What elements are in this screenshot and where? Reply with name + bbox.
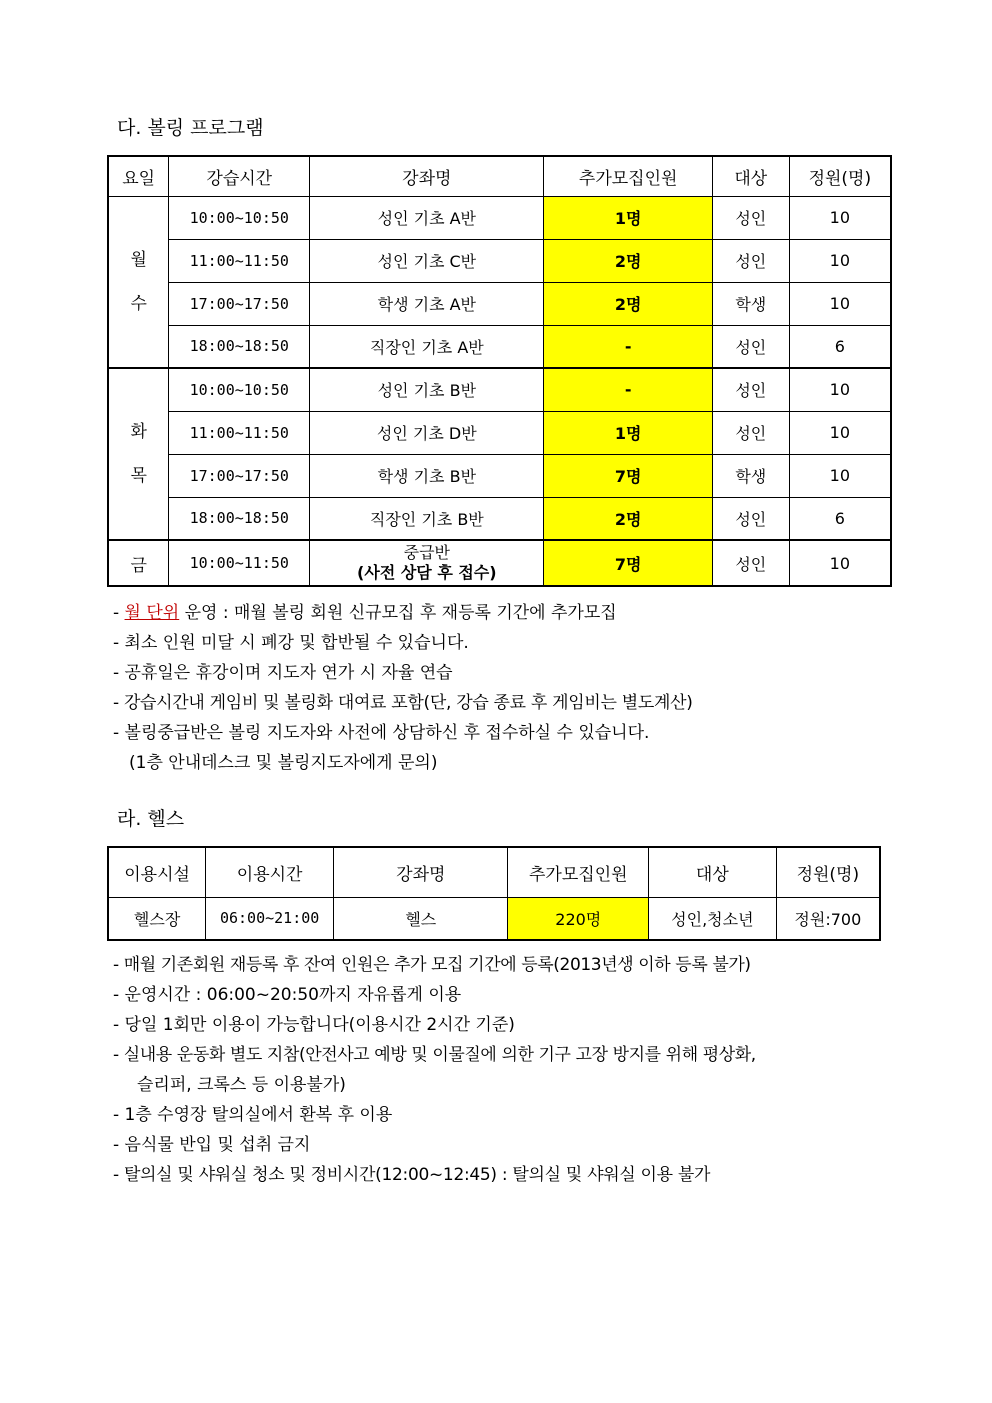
course-cell: 직장인 기초 B반 — [310, 497, 544, 540]
time-cell: 17:00~17:50 — [169, 282, 310, 325]
health-table — [107, 846, 881, 941]
day-cell: 금 — [108, 540, 169, 586]
target-cell: 성인 — [712, 196, 789, 239]
bowling-header-row — [108, 156, 891, 196]
course-cell: 헬스 — [334, 897, 508, 940]
list-item: - 최소 인원 미달 시 폐강 및 합반될 수 있습니다. — [113, 633, 469, 653]
list-item: - 1층 수영장 탈의실에서 환복 후 이용 — [113, 1105, 393, 1125]
target-cell: 성인,청소년 — [649, 897, 777, 940]
header-facility: 이용시설 — [108, 847, 206, 897]
table-row — [108, 368, 891, 411]
course-cell — [310, 540, 544, 586]
list-item: - 공휴일은 휴강이며 지도자 연가 시 자율 연습 — [113, 663, 453, 683]
extra-cell: 2명 — [544, 497, 712, 540]
extra-cell: 7명 — [544, 454, 712, 497]
header-time: 이용시간 — [206, 847, 334, 897]
course-note: (사전 상담 후 접수) — [357, 563, 497, 582]
list-item — [113, 598, 693, 628]
time-cell: 10:00~10:50 — [169, 196, 310, 239]
bowling-section-title: 다. 볼링 프로그램 — [117, 117, 264, 139]
time-cell: 18:00~18:50 — [169, 325, 310, 368]
bowling-notes — [113, 598, 693, 778]
day-cell: 화 목 — [108, 368, 169, 540]
header-capacity: 정원(명) — [789, 156, 891, 196]
list-item: - 음식물 반입 및 섭취 금지 — [113, 1135, 311, 1155]
header-course: 강좌명 — [310, 156, 544, 196]
time-cell: 18:00~18:50 — [169, 497, 310, 540]
note-text: 운영 : 매월 볼링 회원 신규모집 후 재등록 기간에 추가모집 — [179, 603, 617, 623]
course-cell: 학생 기초 A반 — [310, 282, 544, 325]
header-capacity: 정원(명) — [776, 847, 880, 897]
list-item: - 매월 기존회원 재등록 후 잔여 인원은 추가 모집 기간에 등록(2013년생 이하 등록 불가) — [113, 955, 751, 975]
target-cell: 성인 — [712, 497, 789, 540]
note-dash: - — [113, 603, 125, 623]
facility-cell: 헬스장 — [108, 897, 206, 940]
list-item: 슬리퍼, 크록스 등 이용불가) — [137, 1075, 346, 1095]
table-row — [108, 454, 891, 497]
monthly-unit-text: 월 단위 — [124, 603, 180, 623]
extra-cell: - — [544, 368, 712, 411]
time-cell: 11:00~11:50 — [169, 239, 310, 282]
extra-cell: 2명 — [544, 282, 712, 325]
course-cell: 성인 기초 A반 — [310, 196, 544, 239]
header-course: 강좌명 — [334, 847, 508, 897]
header-extra: 추가모집인원 — [508, 847, 649, 897]
capacity-cell: 10 — [789, 540, 891, 586]
capacity-cell: 10 — [789, 454, 891, 497]
table-row — [108, 239, 891, 282]
extra-cell: 1명 — [544, 196, 712, 239]
capacity-cell: 10 — [789, 411, 891, 454]
extra-cell: 2명 — [544, 239, 712, 282]
health-header-row — [108, 847, 880, 897]
capacity-cell: 6 — [789, 325, 891, 368]
table-row — [108, 897, 880, 940]
header-day: 요일 — [108, 156, 169, 196]
target-cell: 성인 — [712, 325, 789, 368]
health-notes — [113, 950, 756, 1190]
course-cell: 학생 기초 B반 — [310, 454, 544, 497]
table-row — [108, 497, 891, 540]
table-row — [108, 196, 891, 239]
list-item: - 당일 1회만 이용이 가능합니다(이용시간 2시간 기준) — [113, 1015, 515, 1035]
table-row — [108, 325, 891, 368]
extra-cell: 220명 — [508, 897, 649, 940]
target-cell: 성인 — [712, 540, 789, 586]
time-cell: 06:00~21:00 — [206, 897, 334, 940]
course-cell: 직장인 기초 A반 — [310, 325, 544, 368]
health-section-title: 라. 헬스 — [117, 808, 185, 830]
target-cell: 성인 — [712, 411, 789, 454]
list-item: - 볼링중급반은 볼링 지도자와 사전에 상담하신 후 접수하실 수 있습니다. — [113, 723, 650, 743]
course-name: 중급반 — [403, 543, 450, 562]
time-cell: 11:00~11:50 — [169, 411, 310, 454]
course-cell: 성인 기초 C반 — [310, 239, 544, 282]
table-row — [108, 411, 891, 454]
capacity-cell: 10 — [789, 368, 891, 411]
target-cell: 학생 — [712, 454, 789, 497]
target-cell: 성인 — [712, 239, 789, 282]
header-target: 대상 — [712, 156, 789, 196]
header-target: 대상 — [649, 847, 777, 897]
list-item: - 실내용 운동화 별도 지참(안전사고 예방 및 이물질에 의한 기구 고장 방지를 위해 평상화, — [113, 1045, 756, 1065]
capacity-cell: 10 — [789, 196, 891, 239]
extra-cell: 1명 — [544, 411, 712, 454]
list-item: - 탈의실 및 샤워실 청소 및 정비시간(12:00~12:45) : 탈의실 및 샤워실 이용 불가 — [113, 1165, 711, 1185]
extra-cell: - — [544, 325, 712, 368]
day-cell: 월 수 — [108, 196, 169, 368]
header-time: 강습시간 — [169, 156, 310, 196]
extra-cell: 7명 — [544, 540, 712, 586]
bowling-table — [107, 155, 892, 587]
time-cell: 10:00~10:50 — [169, 368, 310, 411]
list-item: (1층 안내데스크 및 볼링지도자에게 문의) — [129, 753, 438, 773]
table-row — [108, 540, 891, 586]
capacity-cell: 정원:700 — [776, 897, 880, 940]
target-cell: 성인 — [712, 368, 789, 411]
list-item: - 운영시간 : 06:00~20:50까지 자유롭게 이용 — [113, 985, 462, 1005]
capacity-cell: 10 — [789, 239, 891, 282]
time-cell: 17:00~17:50 — [169, 454, 310, 497]
capacity-cell: 10 — [789, 282, 891, 325]
header-extra: 추가모집인원 — [544, 156, 712, 196]
course-cell: 성인 기초 B반 — [310, 368, 544, 411]
list-item: - 강습시간내 게임비 및 볼링화 대여료 포함(단, 강습 종료 후 게임비는 별도계산) — [113, 693, 693, 713]
time-cell: 10:00~11:50 — [169, 540, 310, 586]
table-row — [108, 282, 891, 325]
course-cell: 성인 기초 D반 — [310, 411, 544, 454]
capacity-cell: 6 — [789, 497, 891, 540]
target-cell: 학생 — [712, 282, 789, 325]
